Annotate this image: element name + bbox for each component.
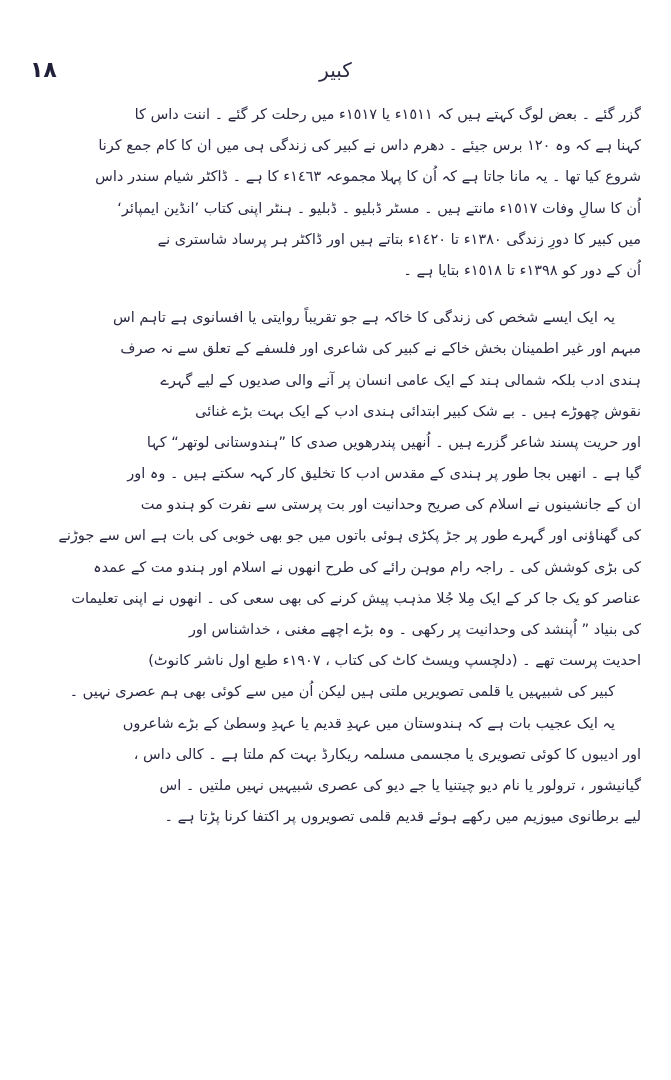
paragraph-4 bbox=[30, 709, 641, 834]
text-line: کبیر کی شبیہیں یا قلمی تصویریں ملتی ہیں لیکن اُن میں سے کوئی بھی ہم عصری نہیں ۔ bbox=[69, 684, 615, 701]
text-line: یہ ایک عجیب بات ہے کہ ہندوستان میں عہدِ قدیم یا عہدِ وسطیٰ کے بڑے شاعروں bbox=[122, 715, 615, 732]
text-line: عناصر کو یک جا کر کے ایک مِلا جُلا مذہب پیش کرنے کی بھی سعی کی ۔ انھوں نے اپنی تعلیمات bbox=[71, 590, 641, 607]
text-line: ان کے جانشینوں نے اسلام کی صریح وحدانیت اور بت پرستی سے نفرت کو ہندو مت bbox=[140, 497, 641, 514]
text-line: گیا ہے ۔ انھیں بجا طور پر ہندی کے مقدس ادب کا تخلیق کار کہہ سکتے ہیں ۔ وہ اور bbox=[127, 466, 641, 483]
text-line: اور ادیبوں کا کوئی تصویری یا مجسمی مسلمہ ریکارڈ بہت کم ملتا ہے ۔ کالی داس ، bbox=[133, 746, 641, 763]
text-line: نقوش چھوڑے ہیں ۔ بے شک کبیر ابتدائی ہندی ادب کے ایک بہت بڑے غنائی bbox=[195, 403, 641, 420]
text-line: کی بنیاد ” اُپنشد کی وحدانیت پر رکھی ۔ وہ بڑے اچھے مغنی ، خداشناس اور bbox=[188, 622, 641, 638]
paragraph-3 bbox=[30, 677, 641, 708]
text-line: گزر گئے ۔ بعض لوگ کہتے ہیں کہ ١٥١١ء یا ١٥١٧ء میں رحلت کر گئے ۔ اننت داس کا bbox=[134, 107, 641, 123]
text-line: کہنا ہے کہ وہ ١٢٠ برس جیئے ۔ دھرم داس نے کبیر کی زندگی ہی میں ان کا کام جمع کرنا bbox=[98, 138, 641, 155]
page-number: ١٨ bbox=[30, 58, 57, 83]
text-line: احدیت پرست تھے ۔ (دلچسپ ویسٹ کاٹ کی کتاب ، ١٩٠٧ء طبع اول ناشر کانوٹ) bbox=[148, 653, 641, 670]
body-text bbox=[30, 100, 641, 833]
text-line: اُن کا سالِ وفات ١٥١٧ء مانتے ہیں ۔ مسٹر ڈبلیو ۔ ڈبلیو ۔ ہنٹر اپنی کتاب ’انڈین ایمپائر‘ bbox=[117, 200, 641, 217]
text-line: کی گھناؤنی اور گہرے طور پر جڑ پکڑی ہوئی باتوں میں جو بھی خوبی کی بات ہے اس سے جوڑنے bbox=[58, 528, 641, 545]
text-line: اور حریت پسند شاعر گزرے ہیں ۔ اُنھیں پندرھویں صدی کا ”ہندوستانی لوتھر“ کہا bbox=[146, 434, 641, 451]
paragraph-2 bbox=[30, 303, 641, 677]
text-line: گیانیشور ، ترولور یا نام دیو چیتنیا یا جے دیو کی عصری شبیہیں نہیں ملتیں ۔ اس bbox=[159, 777, 641, 794]
text-line: لیے برطانوی میوزیم میں رکھے ہوئے قدیم قلمی تصویروں پر اکتفا کرنا پڑتا ہے ۔ bbox=[164, 809, 641, 826]
text-line: شروع کیا تھا ۔ یہ مانا جاتا ہے کہ اُن کا پہلا مجموعہ ١٤٦٣ء کا ہے ۔ ڈاکٹر شیام سندر داس bbox=[95, 169, 641, 186]
text-line: میں کبیر کا دورِ زندگی ١٣٨٠ء تا ١٤٢٠ء بتاتے ہیں اور ڈاکٹر ہر پرساد شاستری نے bbox=[157, 231, 641, 248]
text-line: یہ ایک ایسے شخص کی زندگی کا خاکہ ہے جو تقریباً روایتی یا افسانوی ہے تاہم اس bbox=[113, 310, 615, 327]
text-line: ہندی ادب بلکہ شمالی ہند کے ایک عامی انسان پر آنے والی صدیوں کے لیے گہرے bbox=[160, 372, 641, 389]
text-line: اُن کے دور کو ١٣٩٨ء تا ١٥١٨ء بتایا ہے ۔ bbox=[403, 262, 641, 279]
text-line: مبہم اور غیر اطمینان بخش خاکے نے کبیر کی شاعری اور فلسفے کے تعلق سے نہ صرف bbox=[120, 341, 641, 358]
paragraph-1 bbox=[30, 100, 641, 287]
running-title: کبیر bbox=[319, 58, 352, 82]
text-line: کی بڑی کوشش کی ۔ راجہ رام موہن رائے کی طرح انھوں نے اسلام اور ہندو مت کے عمدہ bbox=[93, 559, 641, 576]
